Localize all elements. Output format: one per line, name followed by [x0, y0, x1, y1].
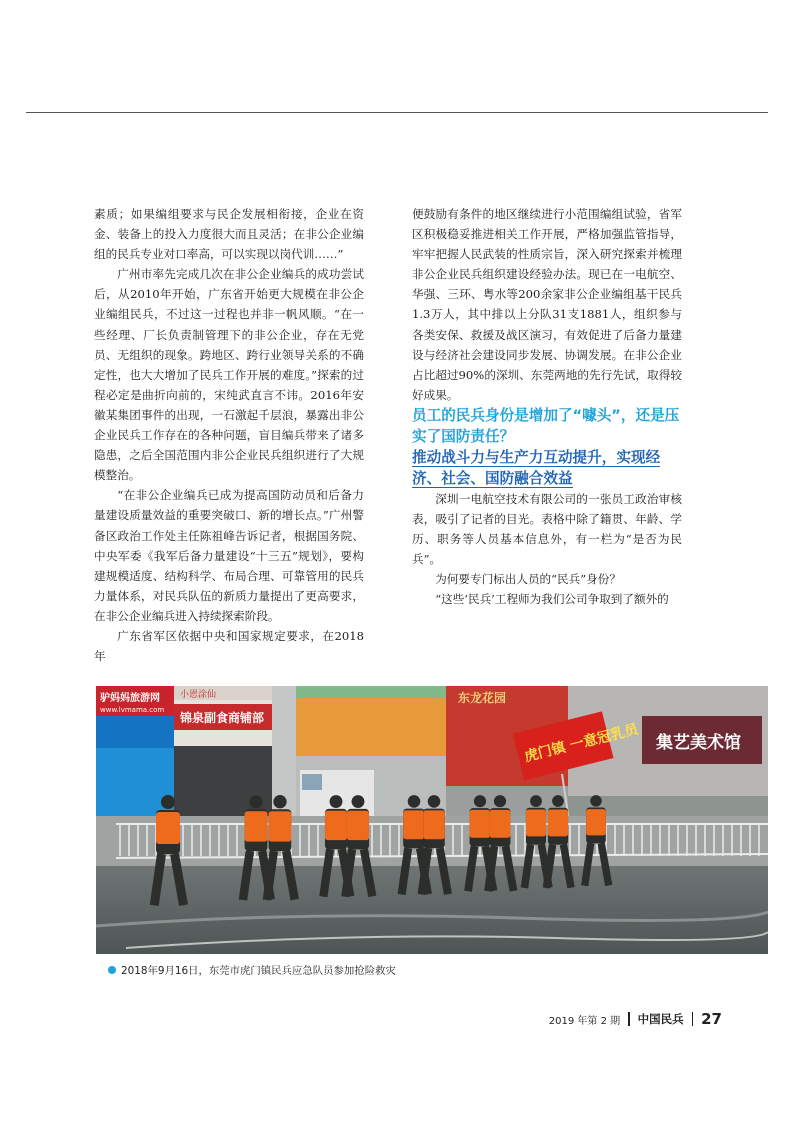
page-number: 27 [701, 1010, 722, 1028]
paragraph: 素质；如果编组要求与民企发展相衔接，企业在资金、装备上的投入力度很大而且灵活；在非公企业编组的民兵专业对口率高，可以实现以岗代训……” [94, 207, 364, 262]
paragraph: 深圳一电航空技术有限公司的一张员工政治审核表，吸引了记者的目光。表格中除了籍贯、年龄、学历、职务等人员基本信息外，有一栏为“是否为民兵”。 [412, 491, 682, 567]
caption-bullet-icon [108, 966, 116, 974]
paragraph: 广州市率先完成几次在非公企业编兵的成功尝试后，从2010年开始，广东省开始更大规模在非公企业编组民兵，不过这一过程也并非一帆风顺。“在一些经理、厂长负责制管理下的非公企业，存在无党员、无组织的现象。跨地区、跨行业领导关系的不确定性，也大大增加了民兵工作开展的难度。”探索的过程必定是曲折向前的，宋纯武直言不讳。2016年安徽某集团事件的出现，一石激起千层浪，暴露出非公企业民兵工作存在的各种问题，盲目编兵带来了诸多隐患，之后全国范围内非公企业民兵组织进行了大规模整治。 [94, 267, 364, 483]
paragraph: 广东省军区依据中央和国家规定要求，在2018年 [94, 628, 364, 664]
left-column [94, 204, 364, 666]
paragraph: “这些‘民兵’工程师为我们公司争取到了额外的 [435, 592, 669, 607]
paragraph: “在非公企业编兵已成为提高国防动员和后备力量建设质量效益的重要突破口、新的增长点。”广州警备区政治工作处主任陈祖峰告诉记者，根据国务院、中央军委《我军后备力量建设“十三五”规划》，要构建规模适度、结构科学、布局合理、可靠管用的民兵力量体系，对民兵队伍的新质力量提出了更高要求，在非公企业编兵进入持续探索阶段。 [94, 488, 364, 623]
issue-label: 2019 年第 2 期 [548, 1015, 621, 1027]
travel-url: www.lvmama.com [100, 706, 165, 714]
right-paragraphs-after [412, 489, 682, 610]
section-heading-answer-text: 推动战斗力与生产力互动提升，实现经济、社会、国防融合效益 [412, 448, 661, 487]
section-heading-answer [412, 447, 682, 489]
footer-divider [692, 1012, 694, 1026]
flood-rescue-photo [96, 686, 768, 954]
magazine-name: 中国民兵 [637, 1012, 684, 1026]
caption-text: 2018年9月16日，东莞市虎门镇民兵应急队员参加抢险救灾 [121, 965, 396, 977]
photo-caption [108, 962, 396, 977]
travel-sign: 驴妈妈旅游网 [100, 693, 160, 704]
right-paragraphs-before [412, 204, 682, 405]
paragraph: 便鼓励有条件的地区继续进行小范围编组试验，省军区积极稳妥推进相关工作开展，严格加强监管指导，牢牢把握人民武装的性质宗旨，深入研究探索并梳理非公企业民兵组织建设经验办法。现已在一电航空、华强、三环、粤水等200余家非公企业编组基干民兵1.3万人，其中排以上分队31支1881人，组织参与各类安保、救援及战区演习，有效促进了后备力量建设与经济社会建设同步发展、协调发展。在非公企业占比超过90%的深圳、东莞两地的先行先试，取得较好成果。 [412, 207, 682, 402]
hotel-sign: 东龙花园 [458, 691, 507, 705]
section-heading-question: 员工的民兵身份是增加了“噱头”，还是压实了国防责任？ [412, 406, 680, 445]
paragraph: 为何要专门标出人员的“民兵”身份？ [435, 572, 621, 587]
shop-sign-main: 锦泉副食商铺部 [180, 711, 265, 725]
right-column [412, 204, 682, 610]
page-footer [549, 1010, 722, 1028]
shop-sign-top: 小恩涂仙 [180, 690, 217, 700]
footer-divider [628, 1012, 630, 1026]
flag-text: 虎门镇 一意冠乳员 [522, 721, 641, 766]
art-gallery-sign: 集艺美术馆 [656, 733, 741, 753]
top-rule [26, 112, 768, 113]
